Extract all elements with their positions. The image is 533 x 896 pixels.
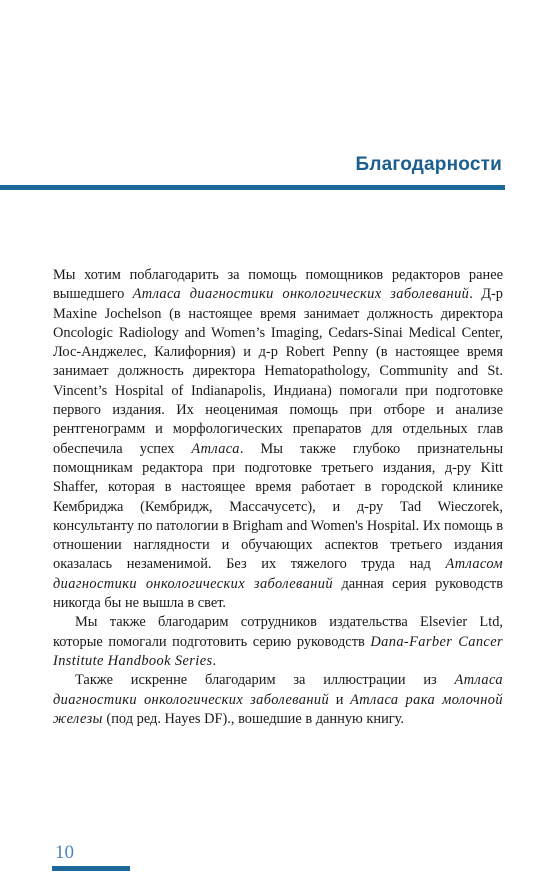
paragraph-2 — [53, 613, 503, 671]
paragraph-3 — [53, 671, 503, 729]
text-run: . Мы также глубоко признательны помощникам редактора при подготовке третьего издания, д-ру Kitt Shaffer, которая в настоящее время работает в городской клинике Кембриджа (Кембридж, Массачусетс), и д-ру Tad Wieczorek, консультанту по патологии в Brigham and Women's Hospital. Их помощь в отношении наглядности и обучающих аспектов третьего издания оказалась незаменимой. Без их тяжелого труда над — [53, 440, 503, 573]
title-rule — [0, 185, 505, 190]
body-text — [53, 266, 503, 729]
footer-rule — [52, 866, 130, 871]
italic-run: Атласа рака молочной железы — [53, 691, 504, 727]
italic-run: Атласом диагностики онкологических заболеваний — [53, 556, 503, 592]
italic-run: Атласа — [191, 440, 240, 457]
text-run: Мы также благодарим сотрудников издательства Elsevier Ltd, которые помогали подготовить серию руководств — [53, 614, 503, 650]
text-run: . — [212, 652, 217, 669]
italic-run: Атласа диагностики онкологических заболеваний — [53, 672, 503, 708]
text-run: и — [329, 691, 351, 708]
text-run: Мы хотим поблагодарить за помощь помощников редакторов ранее вышедшего — [53, 267, 503, 303]
italic-run: Dana-Farber Cancer Institute Handbook Series — [53, 633, 504, 669]
text-run: (под ред. Hayes DF)., вошедшие в данную книгу. — [102, 710, 405, 727]
text-run: Также искренне благодарим за иллюстрации из — [75, 672, 455, 689]
text-run: данная серия руководств никогда бы не вышла в свет. — [53, 575, 503, 612]
text-run: . Д-р Maxine Jochelson (в настоящее время занимает должность директора Oncologic Radiology and Women’s Imaging, Cedars-Sinai Medical Center, Лос-Анджелес, Калифорния) и д-р Robert Penny (в настоящее время занимает должность директора Hematopathology, Community and St. Vincent’s Hospital of Indianapolis, Индиана) помогали при подготовке первого издания. Их неоценимая помощь при отборе и анализе рентгенограмм и морфологических препаратов для отдельных глав обеспечила успех — [53, 286, 504, 457]
page-number: 10 — [55, 842, 74, 863]
paragraph-1 — [53, 266, 503, 613]
chapter-title: Благодарности — [355, 154, 502, 175]
italic-run: Атласа диагностики онкологических заболеваний — [132, 286, 470, 303]
